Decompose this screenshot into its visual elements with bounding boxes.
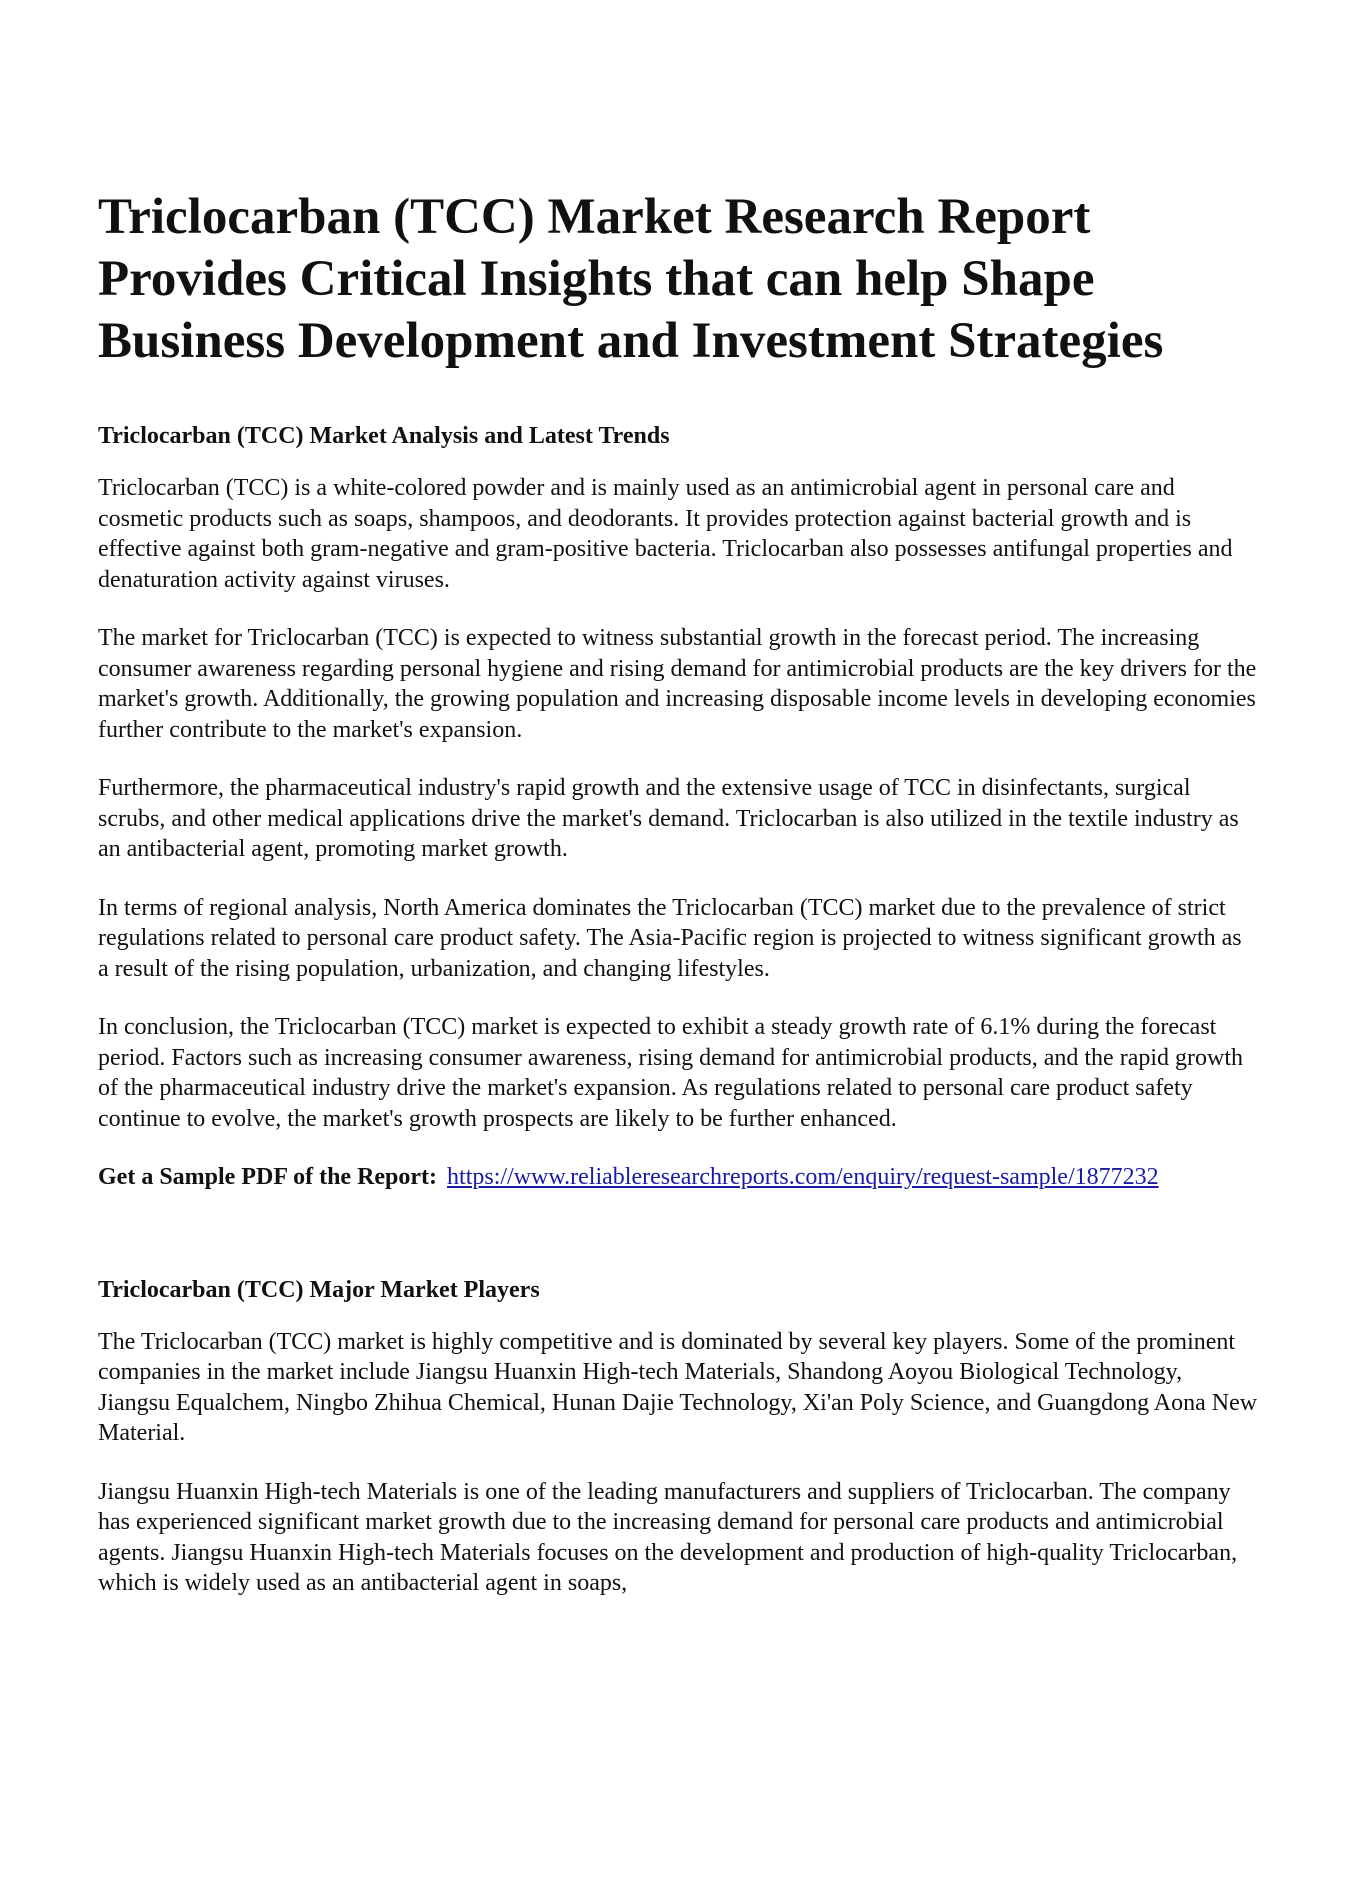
analysis-paragraph-2: The market for Triclocarban (TCC) is expected to witness substantial growth in the forecast period. The increasing consumer awareness regarding personal hygiene and rising demand for antimicrobial products are the key drivers for the market's growth. Additionally, the growing population and increasing disposable income levels in developing economies further contribute to the market's expansion. bbox=[98, 625, 1257, 743]
sample-pdf-link[interactable]: https://www.reliableresearchreports.com/enquiry/request-sample/1877232 bbox=[447, 1164, 1159, 1190]
players-paragraph-2: Jiangsu Huanxin High-tech Materials is one of the leading manufacturers and suppliers of Triclocarban. The company has experienced significant market growth due to the increasing demand for personal care products and antimicrobial agents. Jiangsu Huanxin High-tech Materials focuses on the development and production of high-quality Triclocarban, which is widely used as an antibacterial agent in soaps, bbox=[98, 1478, 1238, 1596]
section-heading-analysis: Triclocarban (TCC) Market Analysis and Latest Trends bbox=[98, 423, 670, 449]
market-players-section bbox=[98, 1275, 1258, 1599]
analysis-paragraph-3: Furthermore, the pharmaceutical industry's rapid growth and the extensive usage of TCC in disinfectants, surgical scrubs, and other medical applications drive the market's demand. Triclocarban is also utilized in the textile industry as an antibacterial agent, promoting market growth. bbox=[98, 775, 1239, 862]
analysis-paragraph-1: Triclocarban (TCC) is a white-colored powder and is mainly used as an antimicrobial agent in personal care and cosmetic products such as soaps, shampoos, and deodorants. It provides protection against bacterial growth and is effective against both gram-negative and gram-positive bacteria. Triclocarban also possesses antifungal properties and denaturation activity against viruses. bbox=[98, 475, 1233, 593]
report-title: Triclocarban (TCC) Market Research Report Provides Critical Insights that can help Shape Business Development and Investment Strategies bbox=[98, 189, 1164, 369]
document-page bbox=[98, 186, 1258, 1627]
market-analysis-section bbox=[98, 421, 1258, 1134]
sample-pdf-line bbox=[98, 1162, 1258, 1193]
analysis-paragraph-5: In conclusion, the Triclocarban (TCC) market is expected to exhibit a steady growth rate of 6.1% during the forecast period. Factors such as increasing consumer awareness, rising demand for antimicrobial products, and the rapid growth of the pharmaceutical industry drive the market's expansion. As regulations related to personal care product safety continue to evolve, the market's growth prospects are likely to be further enhanced. bbox=[98, 1014, 1244, 1132]
sample-pdf-label: Get a Sample PDF of the Report: bbox=[98, 1164, 438, 1190]
section-heading-players: Triclocarban (TCC) Major Market Players bbox=[98, 1276, 540, 1303]
players-paragraph-1: The Triclocarban (TCC) market is highly competitive and is dominated by several key players. Some of the prominent companies in the market include Jiangsu Huanxin High-tech Materials, Shandong Aoyou Biological Technology, Jiangsu Equalchem, Ningbo Zhihua Chemical, Hunan Dajie Technology, Xi'an Poly Science, and Guangdong Aona New Material. bbox=[98, 1328, 1258, 1446]
analysis-paragraph-4: In terms of regional analysis, North America dominates the Triclocarban (TCC) market due to the prevalence of strict regulations related to personal care product safety. The Asia-Pacific region is projected to witness significant growth as a result of the rising population, urbanization, and changing lifestyles. bbox=[98, 894, 1242, 982]
